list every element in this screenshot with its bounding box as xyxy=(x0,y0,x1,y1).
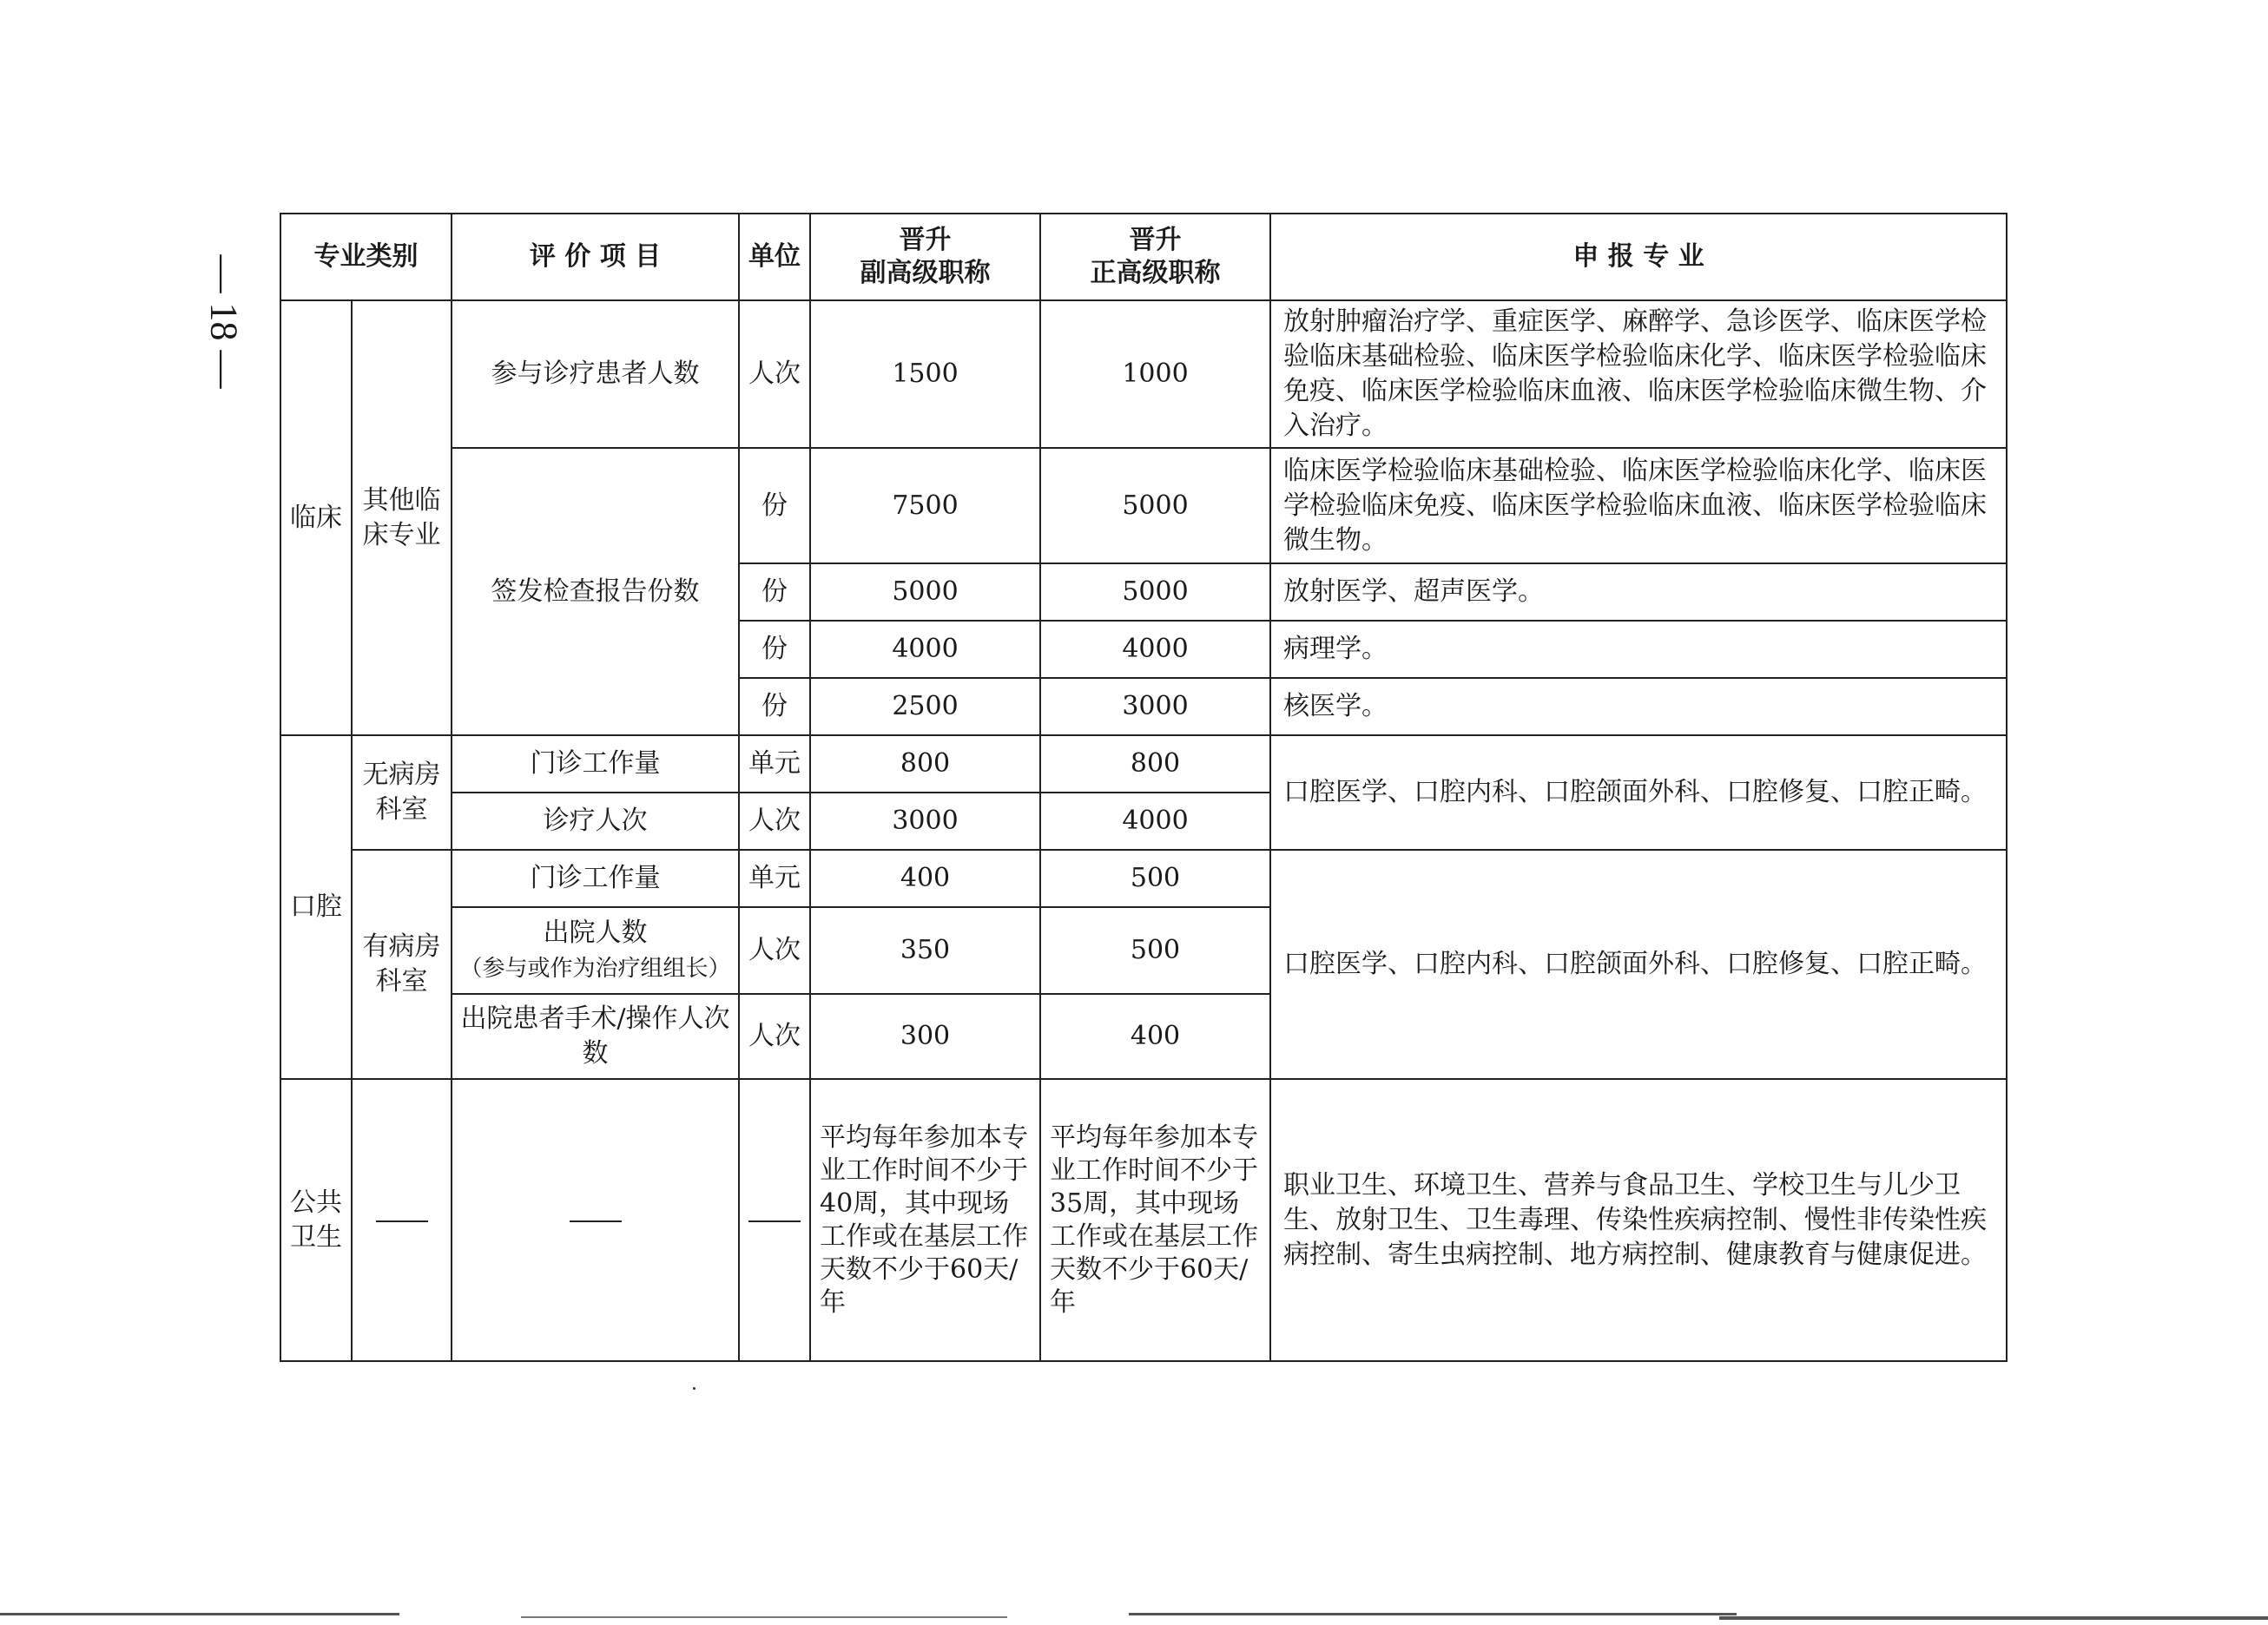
senior-value-cell: 3000 xyxy=(1040,678,1270,735)
unit-cell: 人次 xyxy=(739,994,810,1079)
table-row xyxy=(280,448,2007,563)
scan-edge-line xyxy=(521,1616,1007,1618)
item-cell: 门诊工作量 xyxy=(452,735,739,793)
header-specialty: 申 报 专 业 xyxy=(1270,214,2007,300)
table-row xyxy=(280,850,2007,907)
header-vice-senior xyxy=(810,214,1040,300)
empty-dash-cell xyxy=(739,1079,810,1361)
vice-value-cell: 800 xyxy=(810,735,1040,793)
item-cell: 门诊工作量 xyxy=(452,850,739,907)
item-cell: 参与诊疗患者人数 xyxy=(452,300,739,448)
dash-mark xyxy=(748,1220,801,1222)
empty-dash-cell xyxy=(452,1079,739,1361)
vice-value-cell: 4000 xyxy=(810,621,1040,678)
category-cell: 临床 xyxy=(280,300,352,735)
table-row xyxy=(280,300,2007,448)
senior-value-cell: 1000 xyxy=(1040,300,1270,448)
page-number xyxy=(198,234,250,408)
header-vice-line1: 晋升 xyxy=(899,225,952,255)
unit-cell: 单元 xyxy=(739,850,810,907)
senior-value-cell: 800 xyxy=(1040,735,1270,793)
vice-value-cell: 2500 xyxy=(810,678,1040,735)
senior-value-cell: 4000 xyxy=(1040,621,1270,678)
dash-mark xyxy=(376,1220,428,1222)
unit-cell: 份 xyxy=(739,678,810,735)
specialty-cell: 口腔医学、口腔内科、口腔颌面外科、口腔修复、口腔正畸。 xyxy=(1270,735,2007,850)
scan-edge-line xyxy=(0,1613,399,1615)
senior-value-cell: 平均每年参加本专业工作时间不少于35周，其中现场工作或在基层工作天数不少于60天/年 xyxy=(1040,1079,1270,1361)
evaluation-table xyxy=(280,213,2008,1362)
vice-value-cell: 1500 xyxy=(810,300,1040,448)
senior-value-cell: 5000 xyxy=(1040,448,1270,563)
specialty-cell: 临床医学检验临床基础检验、临床医学检验临床化学、临床医学检验临床免疫、临床医学检验临床血液、临床医学检验临床微生物。 xyxy=(1270,448,2007,563)
item-sub: （参与或作为治疗组组长） xyxy=(459,955,731,982)
senior-value-cell: 500 xyxy=(1040,850,1270,907)
header-item: 评 价 项 目 xyxy=(452,214,739,300)
vice-value-cell: 3000 xyxy=(810,793,1040,850)
senior-value-cell: 5000 xyxy=(1040,563,1270,621)
item-cell: 签发检查报告份数 xyxy=(452,448,739,735)
unit-cell: 份 xyxy=(739,621,810,678)
item-cell: 出院患者手术/操作人次数 xyxy=(452,994,739,1079)
page-number-text: — 18 — xyxy=(202,254,246,388)
vice-value-cell: 平均每年参加本专业工作时间不少于40周，其中现场工作或在基层工作天数不少于60天/年 xyxy=(810,1079,1040,1361)
vice-value-cell: 350 xyxy=(810,907,1040,994)
category-cell: 公共卫生 xyxy=(280,1079,352,1361)
header-unit: 单位 xyxy=(739,214,810,300)
specialty-cell: 职业卫生、环境卫生、营养与食品卫生、学校卫生与儿少卫生、放射卫生、卫生毒理、传染性疾病控制、慢性非传染性疾病控制、寄生虫病控制、地方病控制、健康教育与健康促进。 xyxy=(1270,1079,2007,1361)
item-cell: 诊疗人次 xyxy=(452,793,739,850)
item-cell xyxy=(452,907,739,994)
senior-value-cell: 4000 xyxy=(1040,793,1270,850)
specialty-cell: 病理学。 xyxy=(1270,621,2007,678)
table-row xyxy=(280,735,2007,793)
vice-value-cell: 5000 xyxy=(810,563,1040,621)
unit-cell: 人次 xyxy=(739,907,810,994)
scan-edge-line xyxy=(1129,1613,1737,1615)
vice-value-cell: 400 xyxy=(810,850,1040,907)
table-row xyxy=(280,1079,2007,1361)
category-cell: 口腔 xyxy=(280,735,352,1079)
specialty-cell: 口腔医学、口腔内科、口腔颌面外科、口腔修复、口腔正畸。 xyxy=(1270,850,2007,1079)
item-main: 出院人数 xyxy=(543,917,648,948)
specialty-cell: 放射肿瘤治疗学、重症医学、麻醉学、急诊医学、临床医学检验临床基础检验、临床医学检验临床化学、临床医学检验临床免疫、临床医学检验临床血液、临床医学检验临床微生物、介入治疗。 xyxy=(1270,300,2007,448)
senior-value-cell: 500 xyxy=(1040,907,1270,994)
unit-cell: 单元 xyxy=(739,735,810,793)
senior-value-cell: 400 xyxy=(1040,994,1270,1079)
header-category: 专业类别 xyxy=(280,214,452,300)
header-senior-line1: 晋升 xyxy=(1129,225,1182,255)
vice-value-cell: 7500 xyxy=(810,448,1040,563)
header-vice-line2: 副高级职称 xyxy=(860,258,991,288)
specialty-cell: 核医学。 xyxy=(1270,678,2007,735)
vice-value-cell: 300 xyxy=(810,994,1040,1079)
unit-cell: 份 xyxy=(739,448,810,563)
header-row xyxy=(280,214,2007,300)
header-senior-line2: 正高级职称 xyxy=(1090,258,1221,288)
unit-cell: 份 xyxy=(739,563,810,621)
specialty-cell: 放射医学、超声医学。 xyxy=(1270,563,2007,621)
scan-speck xyxy=(693,1387,696,1390)
header-senior xyxy=(1040,214,1270,300)
dash-mark xyxy=(570,1220,622,1222)
unit-cell: 人次 xyxy=(739,300,810,448)
subcategory-cell: 其他临床专业 xyxy=(352,300,452,735)
empty-dash-cell xyxy=(352,1079,452,1361)
scan-edge-line xyxy=(1719,1616,2268,1620)
subcategory-cell: 无病房科室 xyxy=(352,735,452,850)
subcategory-cell: 有病房科室 xyxy=(352,850,452,1079)
unit-cell: 人次 xyxy=(739,793,810,850)
